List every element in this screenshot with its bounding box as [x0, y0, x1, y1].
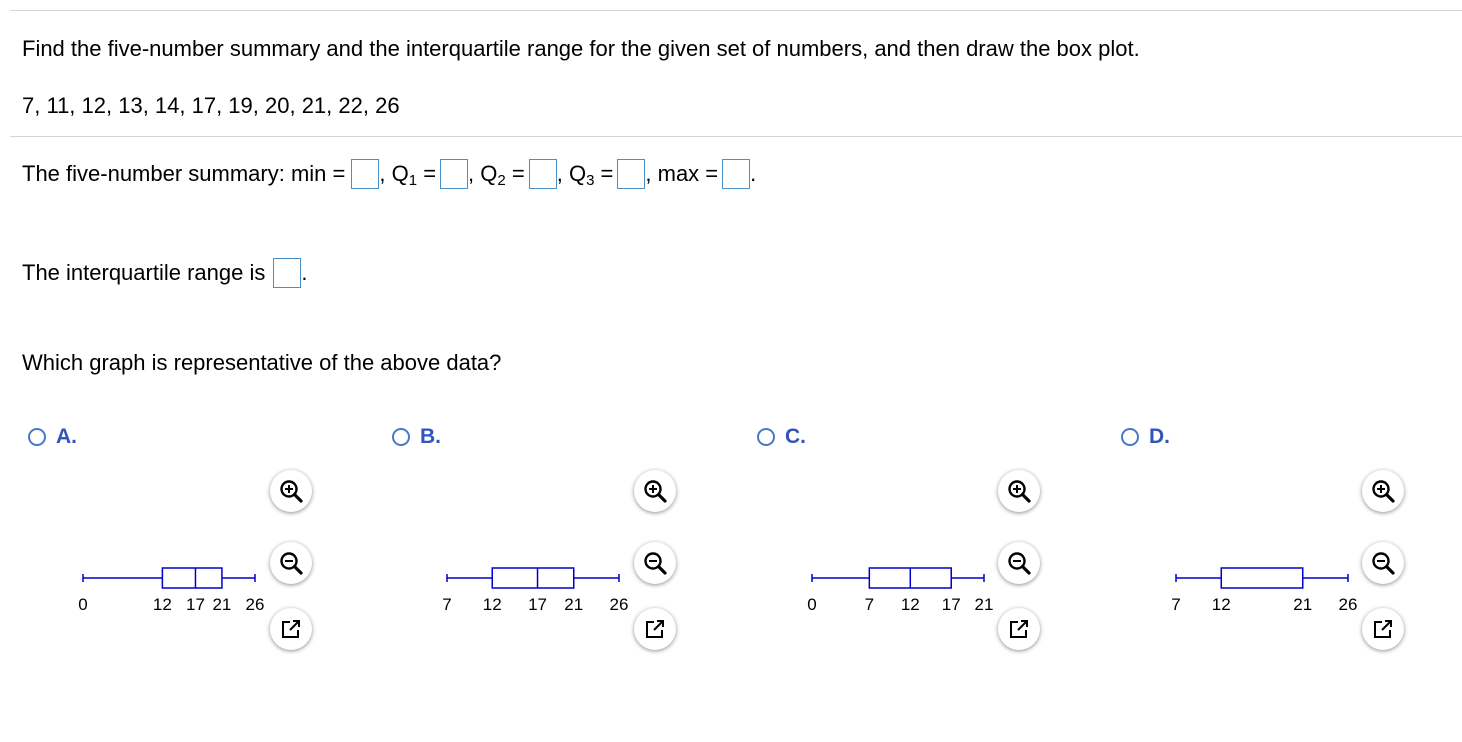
tick-label: 26	[1338, 595, 1358, 614]
max-input[interactable]	[722, 159, 750, 189]
option-b-label: B.	[420, 425, 441, 448]
zoom-in-icon	[1370, 478, 1396, 504]
tick-label: 21	[974, 595, 994, 614]
five-number-intro: The five-number summary: min =	[22, 161, 346, 186]
tick-label: 0	[78, 595, 88, 614]
q1-input[interactable]	[440, 159, 468, 189]
tick-label: 26	[609, 595, 629, 614]
q3-label: $Q_3$ =	[568, 161, 614, 189]
option-d-radio[interactable]	[1121, 428, 1139, 446]
tick-label: 12	[152, 595, 172, 614]
q2-label: $Q_2$ =	[480, 161, 525, 189]
option-d-box-plot	[1171, 562, 1396, 622]
iqr-box	[1221, 568, 1302, 588]
divider	[10, 136, 1462, 137]
option-c-label: C.	[785, 425, 806, 448]
tick-label: 7	[1171, 595, 1181, 614]
option-c-radio[interactable]	[757, 428, 775, 446]
zoom-in-icon	[1006, 478, 1032, 504]
option-b[interactable]	[392, 425, 441, 449]
iqr-label: The interquartile range is	[22, 260, 266, 285]
option-c[interactable]	[757, 425, 806, 449]
iqr-box	[492, 568, 573, 588]
zoom-in-icon	[642, 478, 668, 504]
top-rule	[10, 10, 1462, 11]
tick-label: 0	[807, 595, 817, 614]
tick-label: 12	[1211, 595, 1231, 614]
tick-label: 17	[941, 595, 961, 614]
iqr-input[interactable]	[273, 258, 301, 288]
tick-label: 26	[245, 595, 265, 614]
max-label: max =	[657, 161, 719, 186]
option-b-radio[interactable]	[392, 428, 410, 446]
tick-label: 17	[186, 595, 205, 614]
option-a-box-plot	[78, 562, 303, 622]
option-b-box-plot	[442, 562, 667, 622]
option-d-label: D.	[1149, 425, 1170, 448]
graph-question: Which graph is representative of the above data?	[22, 350, 502, 375]
iqr-box	[162, 568, 222, 588]
option-a-radio[interactable]	[28, 428, 46, 446]
question-dataset: 7, 11, 12, 13, 14, 17, 19, 20, 21, 22, 26	[22, 93, 400, 118]
tick-label: 21	[1293, 595, 1313, 614]
zoom-in-icon	[278, 478, 304, 504]
q3-input[interactable]	[617, 159, 645, 189]
option-a[interactable]	[28, 425, 77, 449]
q1-label: $Q_1$ =	[391, 161, 437, 189]
min-input[interactable]	[351, 159, 379, 189]
q2-input[interactable]	[529, 159, 557, 189]
tick-label: 7	[864, 595, 875, 614]
tick-label: 17	[528, 595, 547, 614]
option-d[interactable]	[1121, 425, 1170, 449]
option-b-zoom-in-button[interactable]	[634, 470, 676, 512]
option-c-box-plot	[807, 562, 1032, 622]
tick-label: 21	[564, 595, 584, 614]
option-a-label: A.	[56, 425, 77, 448]
option-c-zoom-in-button[interactable]	[998, 470, 1040, 512]
iqr-row: The interquartile range is .	[22, 253, 307, 293]
question-prompt: Find the five-number summary and the interquartile range for the given set of numbers, and then draw the box plot.	[22, 36, 1140, 61]
tick-label: 7	[442, 595, 452, 614]
tick-label: 12	[900, 595, 920, 614]
tick-label: 21	[212, 595, 232, 614]
option-d-zoom-in-button[interactable]	[1362, 470, 1404, 512]
option-a-zoom-in-button[interactable]	[270, 470, 312, 512]
tick-label: 12	[482, 595, 502, 614]
five-number-row: The five-number summary: min = , $Q_1$ = , $Q_2$ = , $Q_3$ = , max = .	[22, 161, 757, 189]
